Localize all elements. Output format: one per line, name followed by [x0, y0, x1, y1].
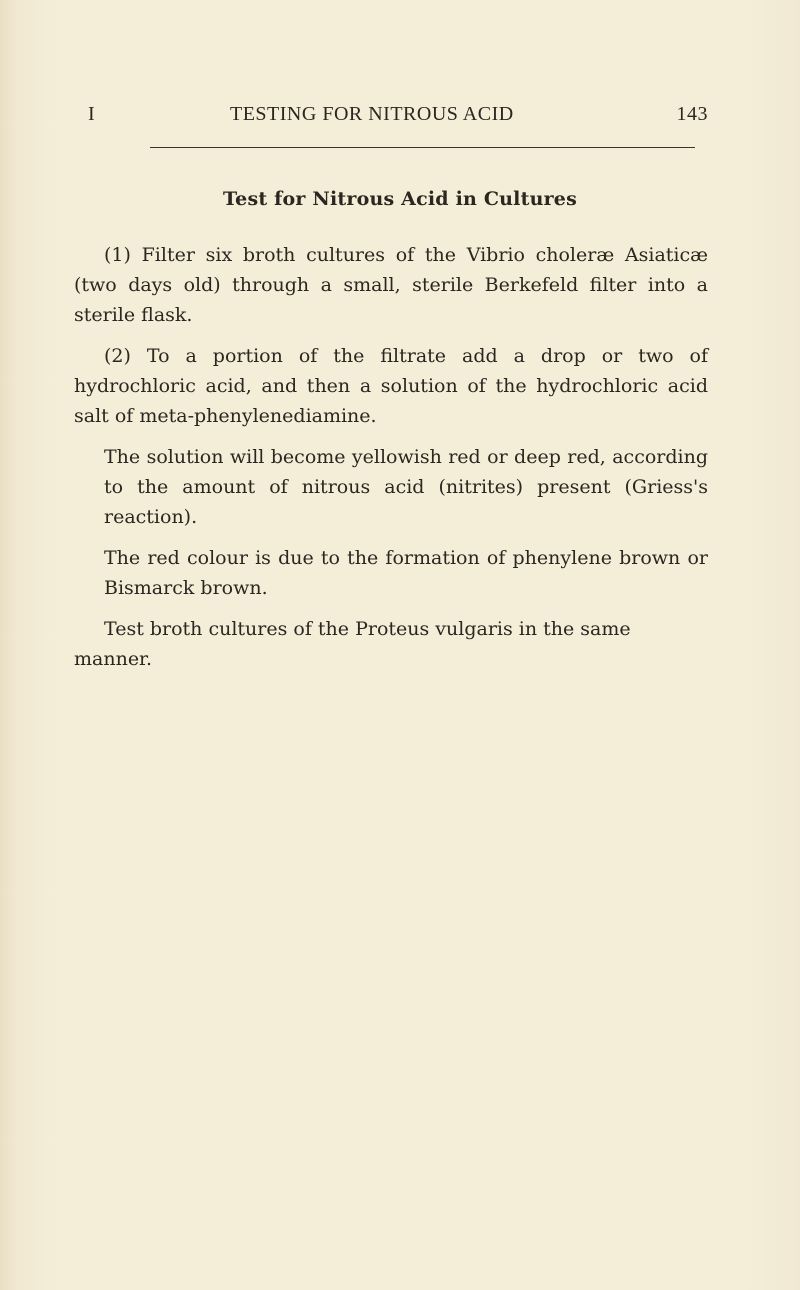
section-heading: Test for Nitrous Acid in Cultures [223, 188, 577, 210]
header-rule [150, 147, 695, 148]
chapter-number: I [88, 103, 96, 125]
running-title: TESTING FOR NITROUS ACID [230, 103, 514, 125]
page-number: 143 [676, 103, 708, 125]
step-1-paragraph: (1) Filter six broth cultures of the Vibrio choleræ Asiaticæ (two days old) through a small, sterile Berkefeld filter into a sterile flask. [74, 244, 708, 326]
step-2-paragraph: (2) To a portion of the filtrate add a drop or two of hydrochloric acid, and then a solution of the hydrochloric acid salt of meta-phenylenediamine. [74, 345, 708, 427]
body-text [74, 240, 708, 685]
closing-paragraph: Test broth cultures of the Proteus vulgaris in the same manner. [74, 618, 631, 670]
running-head [88, 103, 708, 133]
result-note: The solution will become yellowish red or deep red, according to the amount of nitrous acid (nitrites) present (Griess's reaction). [104, 446, 708, 528]
explanation-note: The red colour is due to the formation of phenylene brown or Bismarck brown. [104, 547, 708, 599]
